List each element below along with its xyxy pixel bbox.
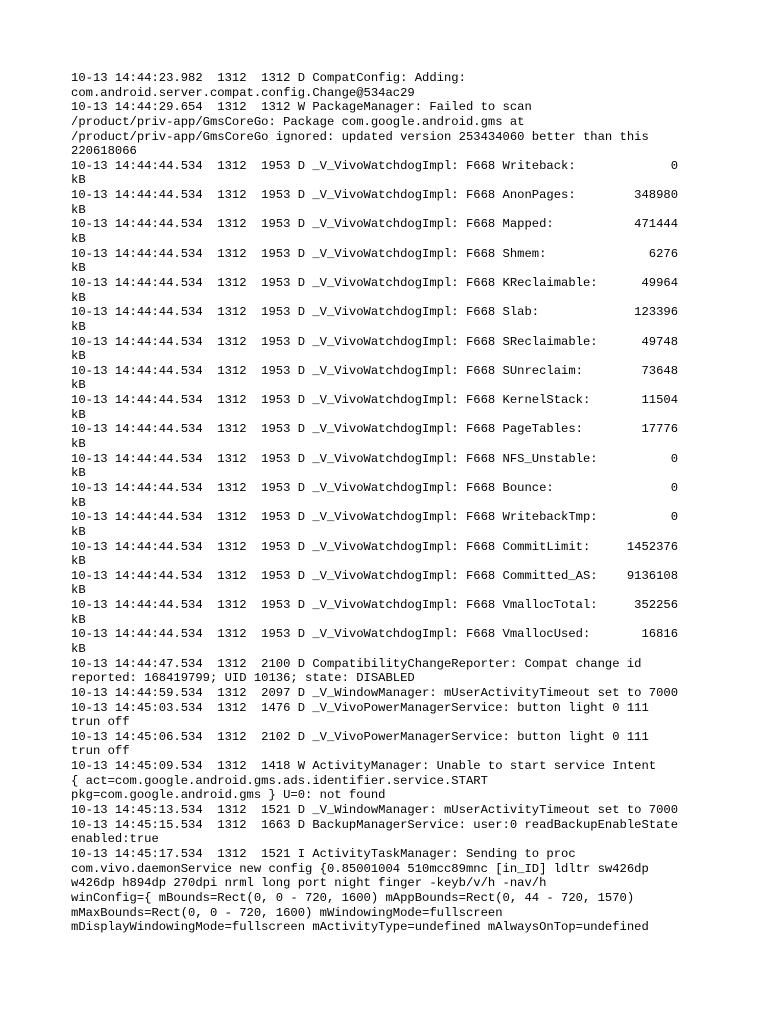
log-line: { act=com.google.android.gms.ads.identifier.service.START (71, 773, 488, 788)
log-line: 10-13 14:44:44.534 1312 1953 D _V_VivoWatchdogImpl: F668 VmallocUsed: 16816 (71, 627, 679, 642)
log-line: kB (71, 290, 86, 305)
log-line: kB (71, 173, 86, 188)
log-line: kB (71, 378, 86, 393)
log-line: 10-13 14:44:23.982 1312 1312 D CompatConfig: Adding: (71, 71, 466, 85)
log-line: 10-13 14:44:44.534 1312 1953 D _V_VivoWatchdogImpl: F668 Mapped: 471444 (71, 217, 679, 232)
log-line: 10-13 14:44:44.534 1312 1953 D _V_VivoWatchdogImpl: F668 VmallocTotal: 352256 (71, 598, 679, 613)
log-line: trun off (71, 715, 130, 730)
log-line: 10-13 14:44:44.534 1312 1953 D _V_VivoWatchdogImpl: F668 Slab: 123396 (71, 305, 679, 320)
log-line: kB (71, 407, 86, 422)
log-line: kB (71, 583, 86, 598)
log-line: kB (71, 349, 86, 364)
log-line: 10-13 14:44:44.534 1312 1953 D _V_VivoWatchdogImpl: F668 PageTables: 17776 (71, 422, 679, 437)
log-line: 10-13 14:44:44.534 1312 1953 D _V_VivoWatchdogImpl: F668 KernelStack: 11504 (71, 393, 679, 408)
log-line: trun off (71, 744, 130, 759)
log-line: kB (71, 202, 86, 217)
log-line: kB (71, 641, 86, 656)
log-line: /product/priv-app/GmsCoreGo: Package com.google.android.gms at (71, 114, 525, 129)
log-line: 10-13 14:45:13.534 1312 1521 D _V_WindowManager: mUserActivityTimeout set to 7000 (71, 803, 679, 818)
log-line: 10-13 14:44:29.654 1312 1312 W PackageManager: Failed to scan (71, 100, 532, 115)
log-line: 10-13 14:44:59.534 1312 2097 D _V_WindowManager: mUserActivityTimeout set to 7000 (71, 685, 679, 700)
log-line: 10-13 14:45:15.534 1312 1663 D BackupManagerService: user:0 readBackupEnableState (71, 817, 679, 832)
log-line: reported: 168419799; UID 10136; state: DISABLED (71, 671, 415, 686)
log-line: 10-13 14:44:44.534 1312 1953 D _V_VivoWatchdogImpl: F668 Bounce: 0 (71, 480, 679, 495)
log-line: kB (71, 495, 86, 510)
log-line: 10-13 14:44:44.534 1312 1953 D _V_VivoWatchdogImpl: F668 Shmem: 6276 (71, 246, 679, 261)
log-line: pkg=com.google.android.gms } U=0: not found (71, 788, 386, 803)
log-line: 10-13 14:45:17.534 1312 1521 I ActivityTaskManager: Sending to proc (71, 846, 576, 861)
log-line: com.android.server.compat.config.Change@534ac29 (71, 85, 415, 100)
log-page (71, 71, 701, 935)
log-line: kB (71, 612, 86, 627)
log-line: 10-13 14:44:44.534 1312 1953 D _V_VivoWatchdogImpl: F668 CommitLimit: 1452376 (71, 539, 679, 554)
log-line: 10-13 14:44:47.534 1312 2100 D CompatibilityChangeReporter: Compat change id (71, 656, 642, 671)
log-line: kB (71, 554, 86, 569)
log-line: 10-13 14:45:06.534 1312 2102 D _V_VivoPowerManagerService: button light 0 111 (71, 729, 649, 744)
log-line: 10-13 14:44:44.534 1312 1953 D _V_VivoWatchdogImpl: F668 SUnreclaim: 73648 (71, 363, 679, 378)
log-line: enabled:true (71, 832, 159, 847)
log-line: 10-13 14:44:44.534 1312 1953 D _V_VivoWatchdogImpl: F668 KReclaimable: 49964 (71, 275, 679, 290)
log-line: kB (71, 232, 86, 247)
log-line: 220618066 (71, 144, 137, 159)
log-line: 10-13 14:45:03.534 1312 1476 D _V_VivoPowerManagerService: button light 0 111 (71, 700, 649, 715)
log-line: mDisplayWindowingMode=fullscreen mActivityType=undefined mAlwaysOnTop=undefined (71, 920, 649, 935)
log-line: 10-13 14:44:44.534 1312 1953 D _V_VivoWatchdogImpl: F668 Committed_AS: 9136108 (71, 568, 679, 583)
log-line: 10-13 14:44:44.534 1312 1953 D _V_VivoWatchdogImpl: F668 WritebackTmp: 0 (71, 510, 679, 525)
log-line: kB (71, 466, 86, 481)
log-line: mMaxBounds=Rect(0, 0 - 720, 1600) mWindowingMode=fullscreen (71, 905, 503, 920)
log-line: 10-13 14:44:44.534 1312 1953 D _V_VivoWatchdogImpl: F668 SReclaimable: 49748 (71, 334, 679, 349)
log-line: 10-13 14:44:44.534 1312 1953 D _V_VivoWatchdogImpl: F668 NFS_Unstable: 0 (71, 451, 679, 466)
log-line: kB (71, 524, 86, 539)
log-line: 10-13 14:45:09.534 1312 1418 W ActivityManager: Unable to start service Intent (71, 759, 657, 774)
log-line: winConfig={ mBounds=Rect(0, 0 - 720, 1600) mAppBounds=Rect(0, 44 - 720, 1570) (71, 890, 635, 905)
log-line: 10-13 14:44:44.534 1312 1953 D _V_VivoWatchdogImpl: F668 Writeback: 0 (71, 158, 679, 173)
log-line: kB (71, 319, 86, 334)
log-line: kB (71, 261, 86, 276)
log-line: /product/priv-app/GmsCoreGo ignored: updated version 253434060 better than this (71, 129, 649, 144)
log-line: w426dp h894dp 270dpi nrml long port night finger -keyb/v/h -nav/h (71, 876, 547, 891)
log-line: com.vivo.daemonService new config {0.85001004 510mcc89mnc [in_ID] ldltr sw426dp (71, 861, 649, 876)
log-line: 10-13 14:44:44.534 1312 1953 D _V_VivoWatchdogImpl: F668 AnonPages: 348980 (71, 188, 679, 203)
log-line: kB (71, 437, 86, 452)
